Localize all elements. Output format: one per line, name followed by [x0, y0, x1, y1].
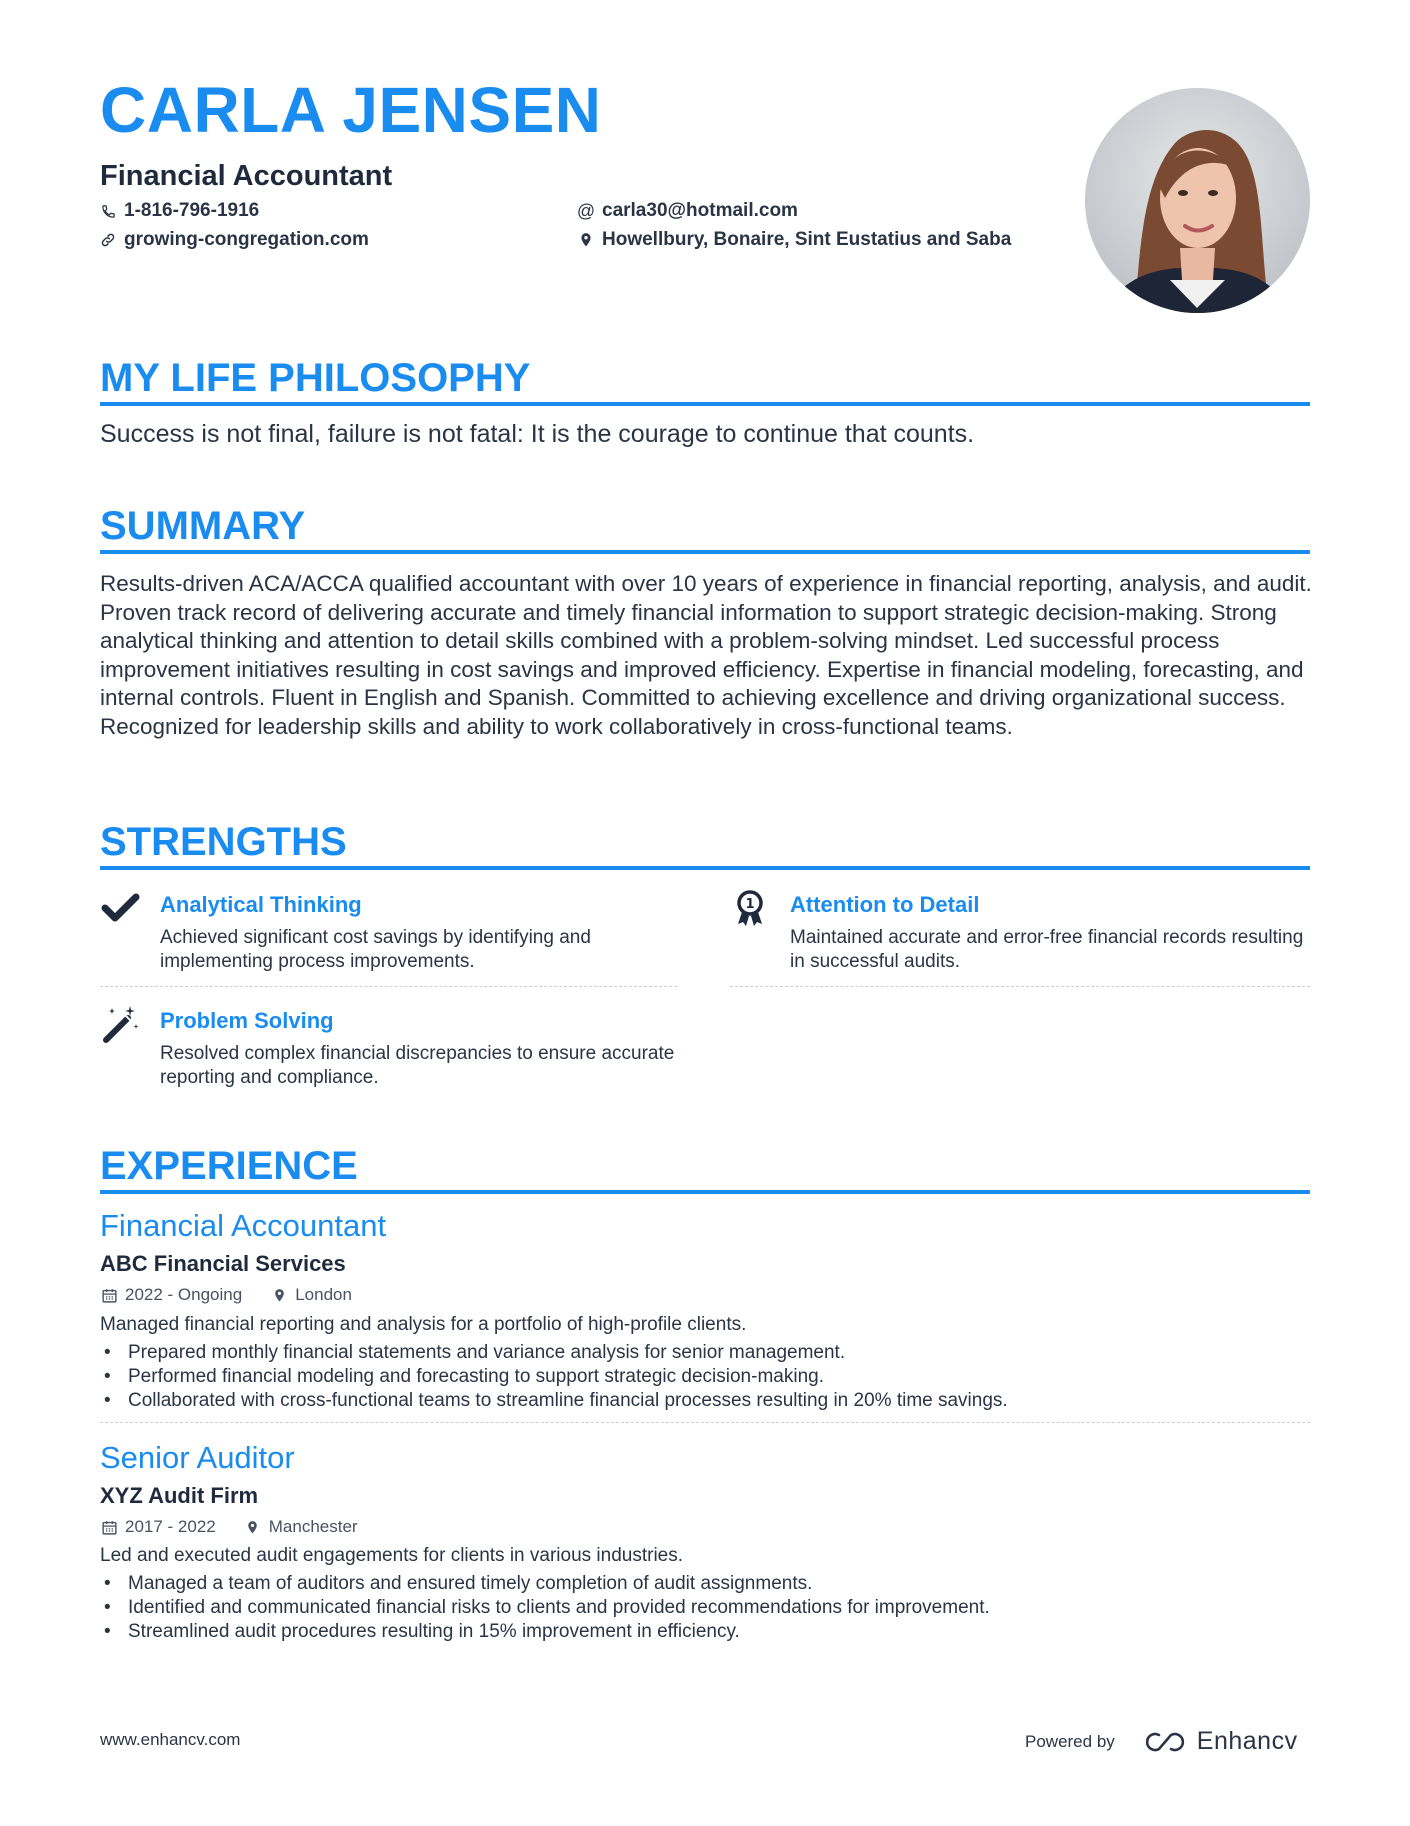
calendar-icon	[100, 1518, 118, 1536]
location-contact	[578, 229, 1011, 251]
list-item: • Identified and communicated financial risks to clients and provided recommendations for improvement.	[100, 1596, 990, 1620]
location-pin-icon	[270, 1286, 288, 1304]
strength-title: Analytical Thinking	[160, 892, 362, 917]
job-meta	[100, 1285, 352, 1305]
email-contact	[578, 200, 798, 222]
list-item: • Collaborated with cross-functional teams to streamline financial processes resulting in 20% time savings.	[100, 1389, 1008, 1413]
philosophy-quote: Success is not final, failure is not fatal: It is the courage to continue that counts.	[100, 420, 975, 448]
strength-description: Maintained accurate and error-free financial records resulting in successful audits.	[790, 927, 1304, 972]
email-text: carla30@hotmail.com	[602, 200, 798, 221]
strengths-heading: STRENGTHS	[100, 820, 347, 864]
summary-rule	[100, 550, 1310, 554]
location-text: Howellbury, Bonaire, Sint Eustatius and Saba	[602, 229, 1012, 250]
award-ribbon-icon	[730, 888, 770, 928]
list-item: • Managed a team of auditors and ensured timely completion of audit assignments.	[100, 1572, 990, 1596]
job-divider	[100, 1422, 1310, 1423]
profile-photo	[1085, 88, 1310, 313]
brand-name: Enhancv	[1196, 1727, 1298, 1755]
job-bullets	[100, 1341, 1008, 1413]
philosophy-heading: MY LIFE PHILOSOPHY	[100, 356, 531, 400]
footer-website[interactable]: www.enhancv.com	[100, 1730, 241, 1749]
candidate-role: Financial Accountant	[100, 160, 393, 192]
location-pin-icon	[578, 232, 594, 248]
strength-divider	[100, 986, 677, 987]
job-location: Manchester	[268, 1517, 358, 1536]
location-pin-icon	[244, 1518, 262, 1536]
job-description: Led and executed audit engagements for clients in various industries.	[100, 1545, 684, 1566]
calendar-icon	[100, 1286, 118, 1304]
job-bullets	[100, 1572, 990, 1644]
job-meta	[100, 1517, 358, 1537]
list-item: • Performed financial modeling and forecasting to support strategic decision-making.	[100, 1365, 1008, 1389]
strength-description: Achieved significant cost savings by identifying and implementing process improvements.	[160, 927, 591, 972]
list-item: • Streamlined audit procedures resulting in 15% improvement in efficiency.	[100, 1620, 990, 1644]
job-company: ABC Financial Services	[100, 1251, 346, 1276]
job-description: Managed financial reporting and analysis for a portfolio of high-profile clients.	[100, 1314, 747, 1335]
enhancv-logo[interactable]	[1141, 1727, 1298, 1756]
phone-text: 1-816-796-1916	[124, 200, 260, 221]
list-item: • Prepared monthly financial statements and variance analysis for senior management.	[100, 1341, 1008, 1365]
job-dates: 2022 - Ongoing	[125, 1285, 243, 1304]
candidate-name: CARLA JENSEN	[100, 74, 602, 146]
footer-powered	[1025, 1727, 1298, 1756]
at-icon: @	[576, 200, 596, 221]
phone-contact	[100, 200, 259, 222]
link-icon	[100, 232, 116, 248]
job-title: Financial Accountant	[100, 1208, 387, 1243]
job-company: XYZ Audit Firm	[100, 1483, 259, 1508]
philosophy-rule	[100, 402, 1310, 406]
experience-heading: EXPERIENCE	[100, 1144, 358, 1188]
magic-wand-icon	[100, 1004, 140, 1044]
phone-icon	[100, 203, 116, 219]
job-title: Senior Auditor	[100, 1440, 295, 1475]
enhancv-logo-icon	[1141, 1730, 1189, 1754]
strength-title: Attention to Detail	[790, 892, 980, 917]
strength-divider	[730, 986, 1310, 987]
strengths-rule	[100, 866, 1310, 870]
strength-description: Resolved complex financial discrepancies to ensure accurate reporting and compliance.	[160, 1043, 675, 1088]
experience-rule	[100, 1190, 1310, 1194]
powered-by-text: Powered by	[1025, 1731, 1115, 1751]
job-location: London	[295, 1285, 352, 1304]
website-text: growing-congregation.com	[124, 229, 369, 250]
svg-text:1: 1	[745, 897, 755, 912]
summary-text: Results-driven ACA/ACCA qualified accountant with over 10 years of experience in financial reporting, analysis, and audit. Proven track record of delivering accurate and timely financial information to support strategic decision-making. Strong analytical thinking and attention to detail skills combined with a problem-solving mindset. Led successful process improvement initiatives resulting in cost savings and improved efficiency. Expertise in financial modeling, forecasting, and internal controls. Fluent in English and Spanish. Committed to achieving excellence and driving organizational success. Recognized for leadership skills and ability to work collaboratively in cross-functional teams.	[100, 571, 1312, 739]
job-dates: 2017 - 2022	[125, 1517, 216, 1536]
summary-heading: SUMMARY	[100, 504, 306, 548]
website-contact	[100, 229, 369, 251]
strength-title: Problem Solving	[160, 1008, 334, 1033]
checkmark-icon	[100, 888, 140, 928]
